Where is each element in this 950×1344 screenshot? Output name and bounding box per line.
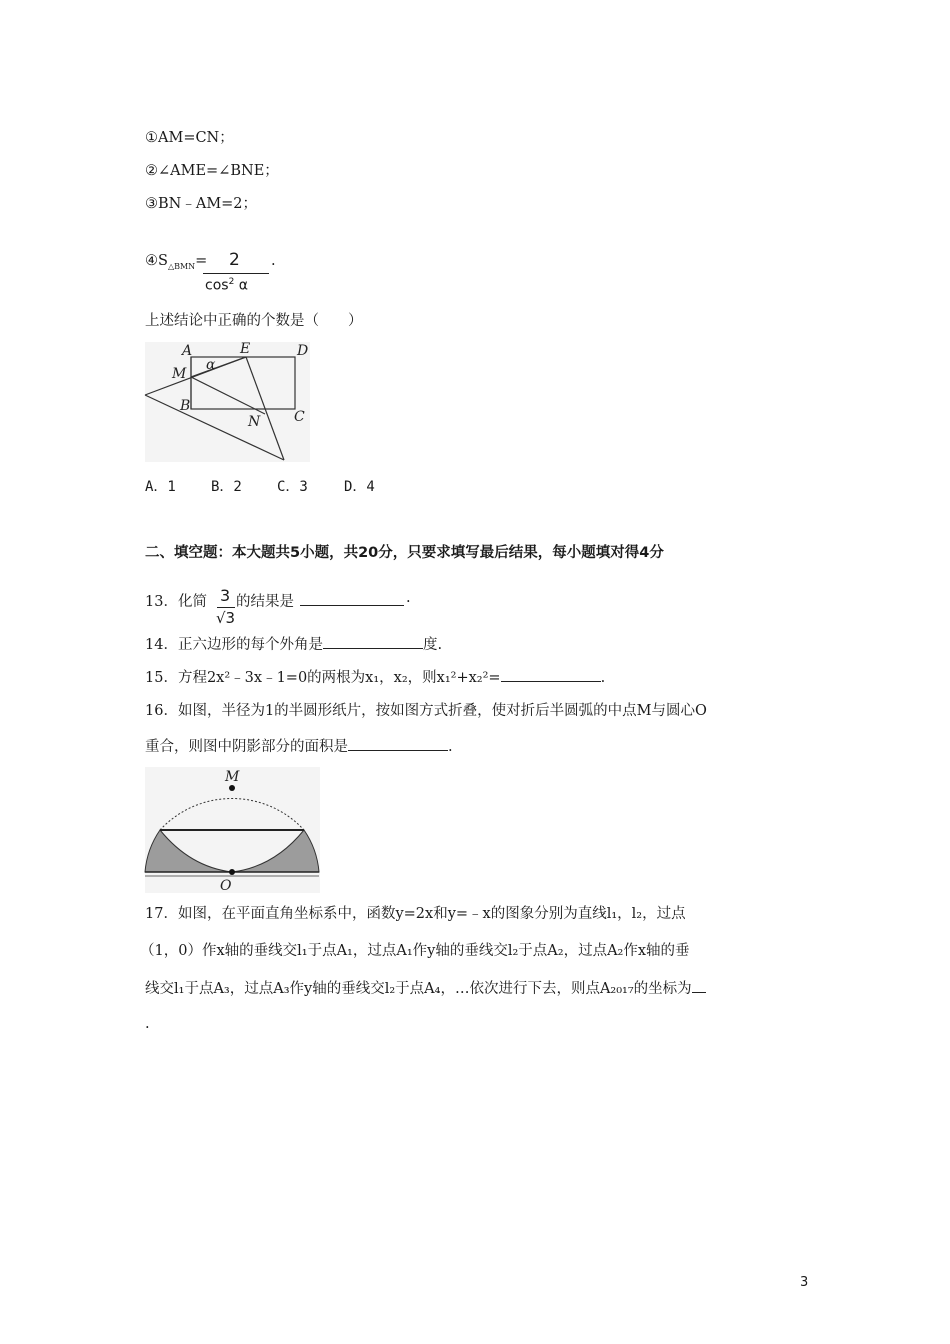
page-number: 3 [800, 1275, 809, 1290]
option-a: A．1 [145, 479, 176, 495]
geometry-figure-rectangle [140, 340, 315, 465]
fraction-denominator: $\cos^2 \alpha$ [205, 277, 248, 294]
statement-2: ②∠AME=∠BNE； [145, 163, 279, 179]
point-o [229, 869, 235, 875]
label-e: E [240, 341, 251, 357]
q17-answer-blank[interactable] [692, 978, 706, 993]
label-d: D [297, 343, 309, 359]
question-stem: 上述结论中正确的个数是（ ） [145, 313, 363, 329]
label-b: B [180, 398, 191, 414]
q13-answer-blank[interactable] [300, 591, 404, 606]
q13-denominator: √3 [216, 609, 236, 627]
label-m: M [225, 769, 240, 785]
label-alpha: α [206, 357, 216, 373]
fraction-numerator: 2 [229, 250, 240, 270]
question-17-line1: 17．如图，在平面直角坐标系中，函数y=2x和y=﹣x的图象分别为直线l₁，l₂，过点 [145, 906, 686, 922]
question-16-line2: 重合，则图中阴影部分的面积是 . [145, 736, 453, 757]
label-m: M [172, 366, 187, 382]
statement-3: ③BN﹣AM=2； [145, 196, 258, 212]
q16-answer-blank[interactable] [348, 736, 448, 751]
option-b: B．2 [211, 479, 242, 495]
q13-numerator: 3 [220, 586, 231, 605]
label-o: O [220, 878, 232, 894]
question-15: 15．方程2x²﹣3x﹣1=0的两根为x₁，x₂，则x₁²+x₂²= . [145, 667, 605, 688]
option-c: C．3 [277, 479, 308, 495]
question-16-line1: 16．如图，半径为1的半圆形纸片，按如图方式折叠，使对折后半圆弧的中点M与圆心O [145, 703, 707, 719]
label-a: A [182, 343, 193, 359]
q13-fraction-bar [217, 607, 235, 608]
option-d: D．4 [344, 479, 375, 495]
statement-1: ①AM=CN； [145, 130, 234, 146]
semicircle-fold-figure [140, 765, 325, 895]
label-n: N [248, 414, 261, 430]
section-heading: 二、填空题：本大题共5小题，共20分，只要求填写最后结果，每小题填对得4分 [145, 545, 664, 561]
question-17-line2: （1，0）作x轴的垂线交l₁于点A₁，过点A₁作y轴的垂线交l₂于点A₂，过点A₂作x轴的垂 [140, 943, 690, 959]
point-m [229, 785, 235, 791]
statement-4: $④S_{\triangle BMN}=$ 2 $\cos^2 \alpha$ . [145, 250, 276, 294]
label-c: C [294, 409, 305, 425]
question-14: 14．正六边形的每个外角是 度. [145, 634, 442, 655]
question-17-line3: 线交l₁于点A₃，过点A₃作y轴的垂线交l₂于点A₄，…依次进行下去，则点A₂₀₁₇的坐标为 [145, 978, 706, 999]
fraction-bar [203, 273, 269, 274]
q15-answer-blank[interactable] [501, 667, 601, 682]
q14-answer-blank[interactable] [323, 634, 423, 649]
question-17-line4: . [145, 1016, 150, 1032]
question-13: 13．化简 3 √3 的结果是 . [145, 586, 411, 627]
triangle-subscript: △BMN [167, 261, 196, 271]
